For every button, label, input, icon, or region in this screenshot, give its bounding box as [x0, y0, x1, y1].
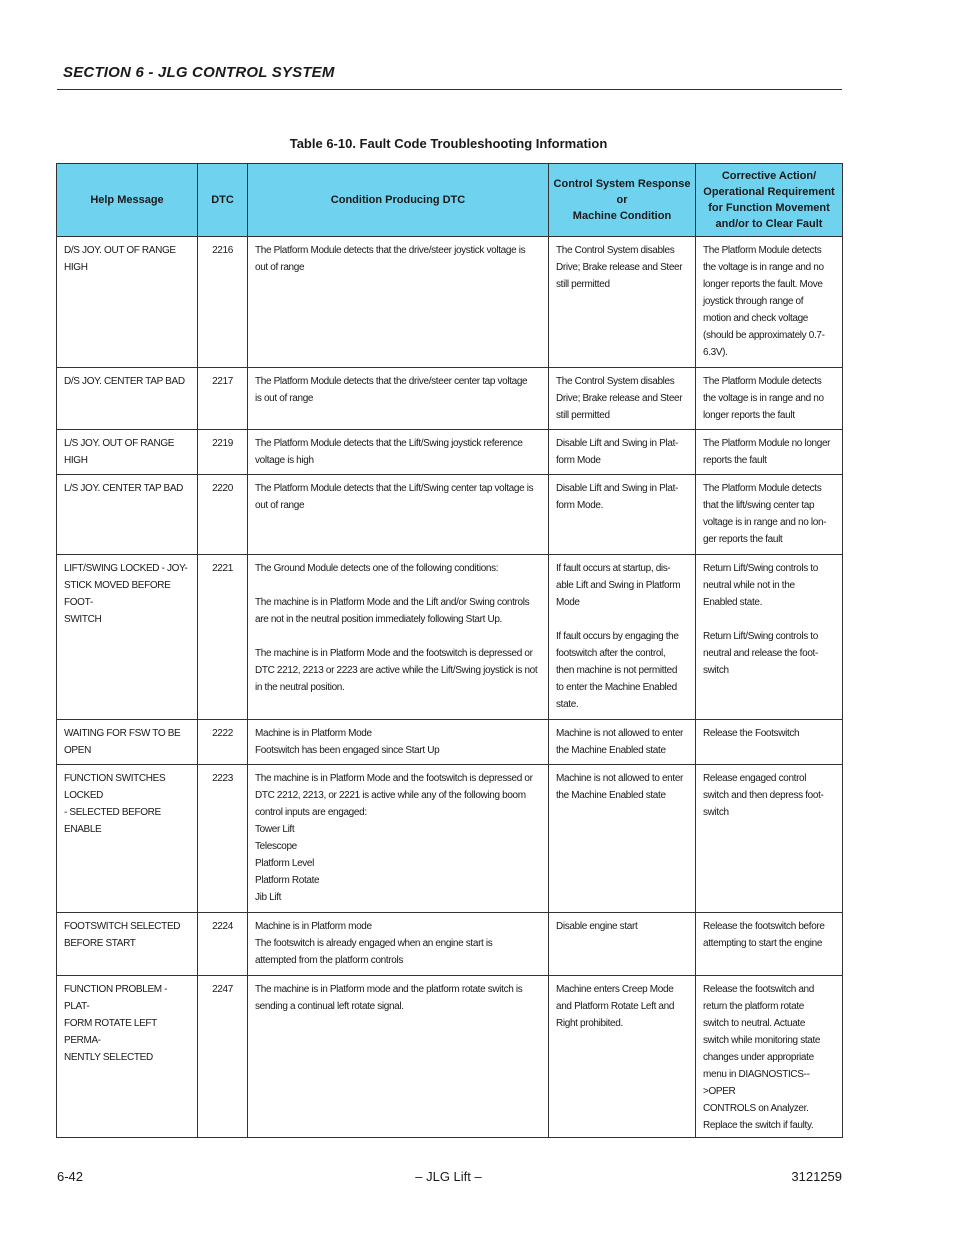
condition-cell: [248, 475, 549, 555]
condition-cell: [248, 368, 549, 430]
condition-cell: [248, 913, 549, 976]
cell-text-line: The Platform Module detects that the Lift/Swing center tap voltage is: [255, 483, 534, 494]
header-line: Machine Condition: [572, 210, 672, 222]
header-line: DTC: [211, 194, 234, 206]
cell-text-line: is out of range: [255, 393, 314, 404]
cell-text-line: Platform Level: [255, 858, 315, 869]
table-header-row: [57, 164, 843, 237]
cell-text-line: LIFT/SWING LOCKED - JOY-: [64, 563, 188, 574]
cell-text-line: Jib Lift: [255, 892, 282, 903]
cell-text-line: still permitted: [556, 279, 610, 290]
cell-text-line: FORM ROTATE LEFT PERMA-: [64, 1018, 157, 1046]
cell-text-line: changes under appropriate: [703, 1052, 814, 1063]
cell-text-line: NENTLY SELECTED: [64, 1052, 153, 1063]
dtc-cell: 2216: [198, 237, 248, 368]
dtc-cell: 2219: [198, 430, 248, 475]
header-line: Operational Requirement: [703, 186, 835, 198]
cell-text-line: able Lift and Swing in Platform: [556, 580, 681, 591]
cell-text-line: D/S JOY. CENTER TAP BAD: [64, 376, 185, 387]
table-row: [57, 430, 843, 475]
cell-text-line: sending a continual left rotate signal.: [255, 1001, 404, 1012]
cell-text-line: Disable Lift and Swing in Plat-: [556, 438, 678, 449]
action-cell: [696, 237, 843, 368]
cell-text-line: motion and check voltage: [703, 313, 809, 324]
cell-text-line: L/S JOY. OUT OF RANGE HIGH: [64, 438, 175, 466]
header-rule: [57, 89, 842, 90]
cell-text-line: to enter the Machine Enabled: [556, 682, 677, 693]
cell-text-line: L/S JOY. CENTER TAP BAD: [64, 483, 184, 494]
cell-text-line: CONTROLS on Analyzer.: [703, 1103, 809, 1114]
help-message-cell: [57, 765, 198, 913]
help-message-cell: [57, 976, 198, 1138]
cell-text-line: BEFORE START: [64, 938, 136, 949]
cell-text-line: The machine is in Platform mode and the platform rotate switch is: [255, 984, 523, 995]
table-row: [57, 976, 843, 1138]
cell-text-line: Release engaged control: [703, 773, 807, 784]
cell-text-line: control inputs are engaged:: [255, 807, 367, 818]
header-line: Help Message: [90, 194, 164, 206]
paragraph-gap: [255, 577, 541, 594]
cell-text-line: Machine is in Platform mode: [255, 921, 372, 932]
cell-text-line: SWITCH: [64, 614, 102, 625]
cell-text-line: Drive; Brake release and Steer: [556, 393, 683, 404]
cell-text-line: If fault occurs at startup, dis-: [556, 563, 671, 574]
cell-text-line: FOOTSWITCH SELECTED: [64, 921, 181, 932]
cell-text-line: Return Lift/Swing controls to: [703, 563, 818, 574]
response-cell: [549, 913, 696, 976]
cell-text-line: return the platform rotate: [703, 1001, 804, 1012]
cell-text-line: footswitch after the control,: [556, 648, 666, 659]
cell-text-line: form Mode.: [556, 500, 604, 511]
cell-text-line: The machine is in Platform Mode and the Lift and/or Swing controls: [255, 597, 530, 608]
cell-text-line: The Ground Module detects one of the following conditions:: [255, 563, 499, 574]
condition-cell: [248, 720, 549, 765]
header-line: Control System Response or: [553, 178, 691, 206]
response-cell: [549, 368, 696, 430]
cell-text-line: out of range: [255, 262, 305, 273]
cell-text-line: still permitted: [556, 410, 610, 421]
cell-text-line: the voltage is in range and no: [703, 393, 824, 404]
cell-text-line: Release the Footswitch: [703, 728, 800, 739]
cell-text-line: WAITING FOR FSW TO BE OPEN: [64, 728, 181, 756]
cell-text-line: The Control System disables: [556, 245, 675, 256]
cell-text-line: 6.3V).: [703, 347, 728, 358]
table-row: [57, 720, 843, 765]
condition-cell: [248, 976, 549, 1138]
condition-cell: [248, 430, 549, 475]
table-body: [57, 237, 843, 1138]
dtc-cell: 2217: [198, 368, 248, 430]
cell-text-line: then machine is not permitted: [556, 665, 678, 676]
cell-text-line: Machine is in Platform Mode: [255, 728, 372, 739]
header-line: and/or to Clear Fault: [715, 218, 823, 230]
cell-text-line: D/S JOY. OUT OF RANGE HIGH: [64, 245, 176, 273]
cell-text-line: ger reports the fault: [703, 534, 783, 545]
table-row: [57, 368, 843, 430]
dtc-cell: 2222: [198, 720, 248, 765]
cell-text-line: Tower Lift: [255, 824, 295, 835]
action-cell: [696, 430, 843, 475]
cell-text-line: are not in the neutral position immediately following Start Up.: [255, 614, 502, 625]
response-cell: [549, 555, 696, 720]
action-cell: [696, 913, 843, 976]
cell-text-line: STICK MOVED BEFORE FOOT-: [64, 580, 171, 608]
cell-text-line: switch and then depress foot-: [703, 790, 824, 801]
cell-text-line: neutral while not in the: [703, 580, 795, 591]
cell-text-line: the voltage is in range and no: [703, 262, 824, 273]
cell-text-line: attempting to start the engine: [703, 938, 823, 949]
cell-text-line: Enabled state.: [703, 597, 763, 608]
response-cell: [549, 720, 696, 765]
cell-text-line: Telescope: [255, 841, 297, 852]
cell-text-line: switch while monitoring state: [703, 1035, 821, 1046]
table-row: [57, 913, 843, 976]
cell-text-line: longer reports the fault: [703, 410, 795, 421]
help-message-cell: [57, 555, 198, 720]
cell-text-line: The Platform Module detects that the drive/steer center tap voltage: [255, 376, 528, 387]
cell-text-line: Disable engine start: [556, 921, 638, 932]
cell-text-line: The Control System disables: [556, 376, 675, 387]
cell-text-line: Machine is not allowed to enter: [556, 773, 684, 784]
cell-text-line: voltage is high: [255, 455, 314, 466]
cell-text-line: - SELECTED BEFORE ENABLE: [64, 807, 161, 835]
cell-text-line: Machine is not allowed to enter: [556, 728, 684, 739]
cell-text-line: that the lift/swing center tap: [703, 500, 815, 511]
action-cell: [696, 976, 843, 1138]
response-cell: [549, 430, 696, 475]
help-message-cell: [57, 475, 198, 555]
cell-text-line: switch: [703, 665, 729, 676]
condition-cell: [248, 765, 549, 913]
cell-text-line: Footswitch has been engaged since Start Up: [255, 745, 440, 756]
cell-text-line: form Mode: [556, 455, 601, 466]
cell-text-line: DTC 2212, 2213, or 2221 is active while any of the following boom: [255, 790, 526, 801]
table-row: [57, 237, 843, 368]
fault-code-table: [56, 163, 843, 1138]
cell-text-line: Machine enters Creep Mode: [556, 984, 674, 995]
cell-text-line: FUNCTION PROBLEM - PLAT-: [64, 984, 168, 1012]
cell-text-line: and Platform Rotate Left and: [556, 1001, 675, 1012]
cell-text-line: (should be approximately 0.7-: [703, 330, 825, 341]
cell-text-line: The Platform Module detects that the Lift/Swing joystick reference: [255, 438, 523, 449]
cell-text-line: If fault occurs by engaging the: [556, 631, 679, 642]
response-cell: [549, 976, 696, 1138]
cell-text-line: The machine is in Platform Mode and the footswitch is depressed or: [255, 648, 533, 659]
table-row: [57, 765, 843, 913]
action-cell: [696, 475, 843, 555]
response-cell: [549, 237, 696, 368]
cell-text-line: state.: [556, 699, 579, 710]
header-line: Corrective Action/: [721, 170, 817, 182]
cell-text-line: the Machine Enabled state: [556, 790, 666, 801]
section-title: SECTION 6 - JLG CONTROL SYSTEM: [63, 64, 335, 81]
action-cell: [696, 720, 843, 765]
cell-text-line: neutral and release the foot-: [703, 648, 818, 659]
help-message-cell: [57, 237, 198, 368]
action-header: [696, 164, 843, 237]
action-cell: [696, 555, 843, 720]
document-number: 3121259: [791, 1169, 842, 1184]
footer-brand: – JLG Lift –: [415, 1169, 482, 1184]
cell-text-line: voltage is in range and no lon-: [703, 517, 827, 528]
cell-text-line: Replace the switch if faulty.: [703, 1120, 814, 1131]
cell-text-line: Disable Lift and Swing in Plat-: [556, 483, 678, 494]
condition-header: [248, 164, 549, 237]
table-row: [57, 475, 843, 555]
cell-text-line: joystick through range of: [703, 296, 804, 307]
cell-text-line: The Platform Module detects: [703, 376, 822, 387]
cell-text-line: menu in DIAGNOSTICS-->OPER: [703, 1069, 810, 1097]
cell-text-line: The Platform Module detects: [703, 245, 822, 256]
help-message-cell: [57, 913, 198, 976]
dtc-cell: 2224: [198, 913, 248, 976]
cell-text-line: the Machine Enabled state: [556, 745, 666, 756]
condition-cell: [248, 237, 549, 368]
cell-text-line: reports the fault: [703, 455, 767, 466]
cell-text-line: Platform Rotate: [255, 875, 320, 886]
action-cell: [696, 368, 843, 430]
cell-text-line: out of range: [255, 500, 305, 511]
response-header: [549, 164, 696, 237]
cell-text-line: The Platform Module no longer: [703, 438, 831, 449]
paragraph-gap: [255, 628, 541, 645]
dtc-cell: 2220: [198, 475, 248, 555]
cell-text-line: The footswitch is already engaged when an engine start is: [255, 938, 493, 949]
header-line: for Function Movement: [708, 202, 830, 214]
dtc-cell: 2221: [198, 555, 248, 720]
page-number: 6-42: [57, 1169, 84, 1184]
cell-text-line: longer reports the fault. Move: [703, 279, 823, 290]
cell-text-line: The Platform Module detects that the drive/steer joystick voltage is: [255, 245, 526, 256]
dtc-header: [198, 164, 248, 237]
cell-text-line: switch to neutral. Actuate: [703, 1018, 806, 1029]
paragraph-gap: [556, 611, 688, 628]
response-cell: [549, 765, 696, 913]
paragraph-gap: [703, 611, 835, 628]
cell-text-line: attempted from the platform controls: [255, 955, 404, 966]
dtc-cell: 2223: [198, 765, 248, 913]
cell-text-line: Drive; Brake release and Steer: [556, 262, 683, 273]
cell-text-line: Return Lift/Swing controls to: [703, 631, 818, 642]
cell-text-line: switch: [703, 807, 729, 818]
cell-text-line: Release the footswitch and: [703, 984, 814, 995]
cell-text-line: Release the footswitch before: [703, 921, 825, 932]
help-message-header: [57, 164, 198, 237]
cell-text-line: FUNCTION SWITCHES LOCKED: [64, 773, 166, 801]
cell-text-line: Right prohibited.: [556, 1018, 623, 1029]
help-message-cell: [57, 720, 198, 765]
cell-text-line: DTC 2212, 2213 or 2223 are active while the Lift/Swing joystick is not: [255, 665, 538, 676]
cell-text-line: The machine is in Platform Mode and the footswitch is depressed or: [255, 773, 533, 784]
table-row: [57, 555, 843, 720]
cell-text-line: The Platform Module detects: [703, 483, 822, 494]
help-message-cell: [57, 430, 198, 475]
action-cell: [696, 765, 843, 913]
help-message-cell: [57, 368, 198, 430]
table-title: Table 6-10. Fault Code Troubleshooting Information: [289, 136, 608, 151]
cell-text-line: in the neutral position.: [255, 682, 345, 693]
cell-text-line: Mode: [556, 597, 580, 608]
response-cell: [549, 475, 696, 555]
condition-cell: [248, 555, 549, 720]
header-line: Condition Producing DTC: [330, 194, 466, 206]
dtc-cell: 2247: [198, 976, 248, 1138]
